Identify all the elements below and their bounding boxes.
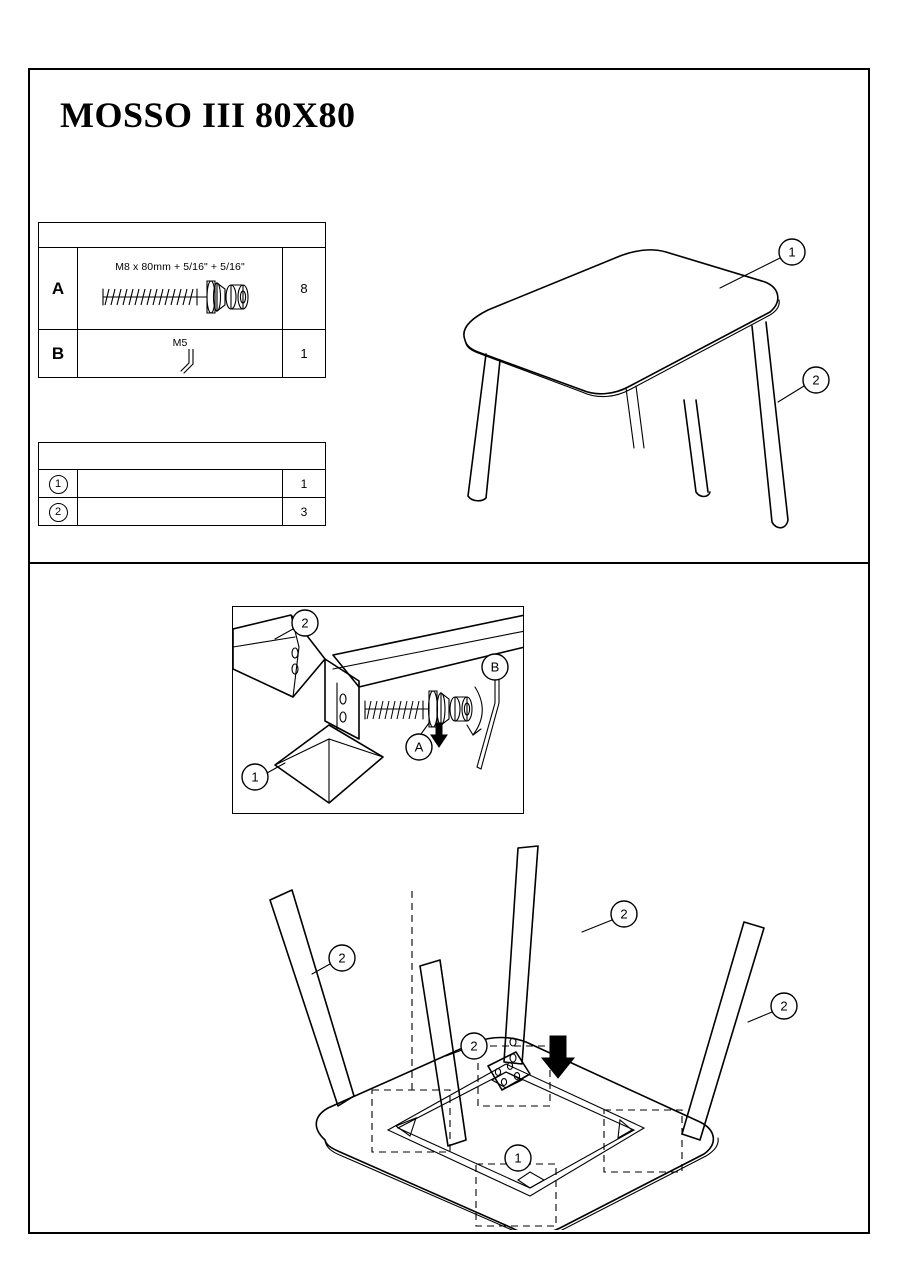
component-number-cell [39,498,78,526]
leg-right-front [682,922,764,1140]
svg-text:2: 2 [301,615,309,631]
svg-text:2: 2 [780,998,788,1014]
svg-text:B: B [490,659,500,675]
table-row [39,470,326,498]
svg-text:2: 2 [470,1038,478,1054]
svg-text:2: 2 [338,950,346,966]
svg-text:1: 1 [251,769,259,785]
hardware-qty: 8 [283,248,326,330]
svg-text:A: A [414,739,424,755]
table-row [39,248,326,330]
table-row [39,330,326,378]
leg-right-rear [504,846,538,1064]
svg-text:1: 1 [788,244,796,260]
component-number-cell [39,470,78,498]
allen-key-icon [85,349,275,375]
instruction-sheet [28,68,870,1234]
hardware-letter: B [39,330,78,378]
hardware-letter: A [39,248,78,330]
component-qty: 1 [283,470,326,498]
components-table-header-row [39,443,326,470]
component-name [78,470,283,498]
svg-text:2: 2 [620,906,628,922]
hardware-table-header-cell [39,223,326,248]
section-divider [30,562,868,564]
hardware-table [38,222,326,378]
hardware-illustration-cell [78,330,283,378]
exploded-assembly-illustration [230,810,870,1230]
bolt-washer-icon [85,273,275,321]
svg-text:1: 1 [514,1150,522,1166]
component-number-badge: 1 [49,475,68,494]
table-row [39,498,326,526]
hardware-illustration-cell [78,248,283,330]
hardware-qty: 1 [283,330,326,378]
leg-left-front [420,960,466,1146]
detail-view-box [232,606,524,814]
hardware-spec: M8 x 80mm + 5/16" + 5/16" [115,260,245,273]
components-table [38,442,326,526]
page-title: MOSSO III 80X80 [60,95,356,135]
hardware-spec: M5 [172,336,188,349]
leg-left-rear [270,890,354,1106]
components-table-header-cell [39,443,326,470]
assembled-table-illustration [420,210,840,540]
hardware-table-header-row [39,223,326,248]
component-name [78,498,283,526]
component-number-badge: 2 [49,503,68,522]
component-qty: 3 [283,498,326,526]
svg-text:2: 2 [812,372,820,388]
